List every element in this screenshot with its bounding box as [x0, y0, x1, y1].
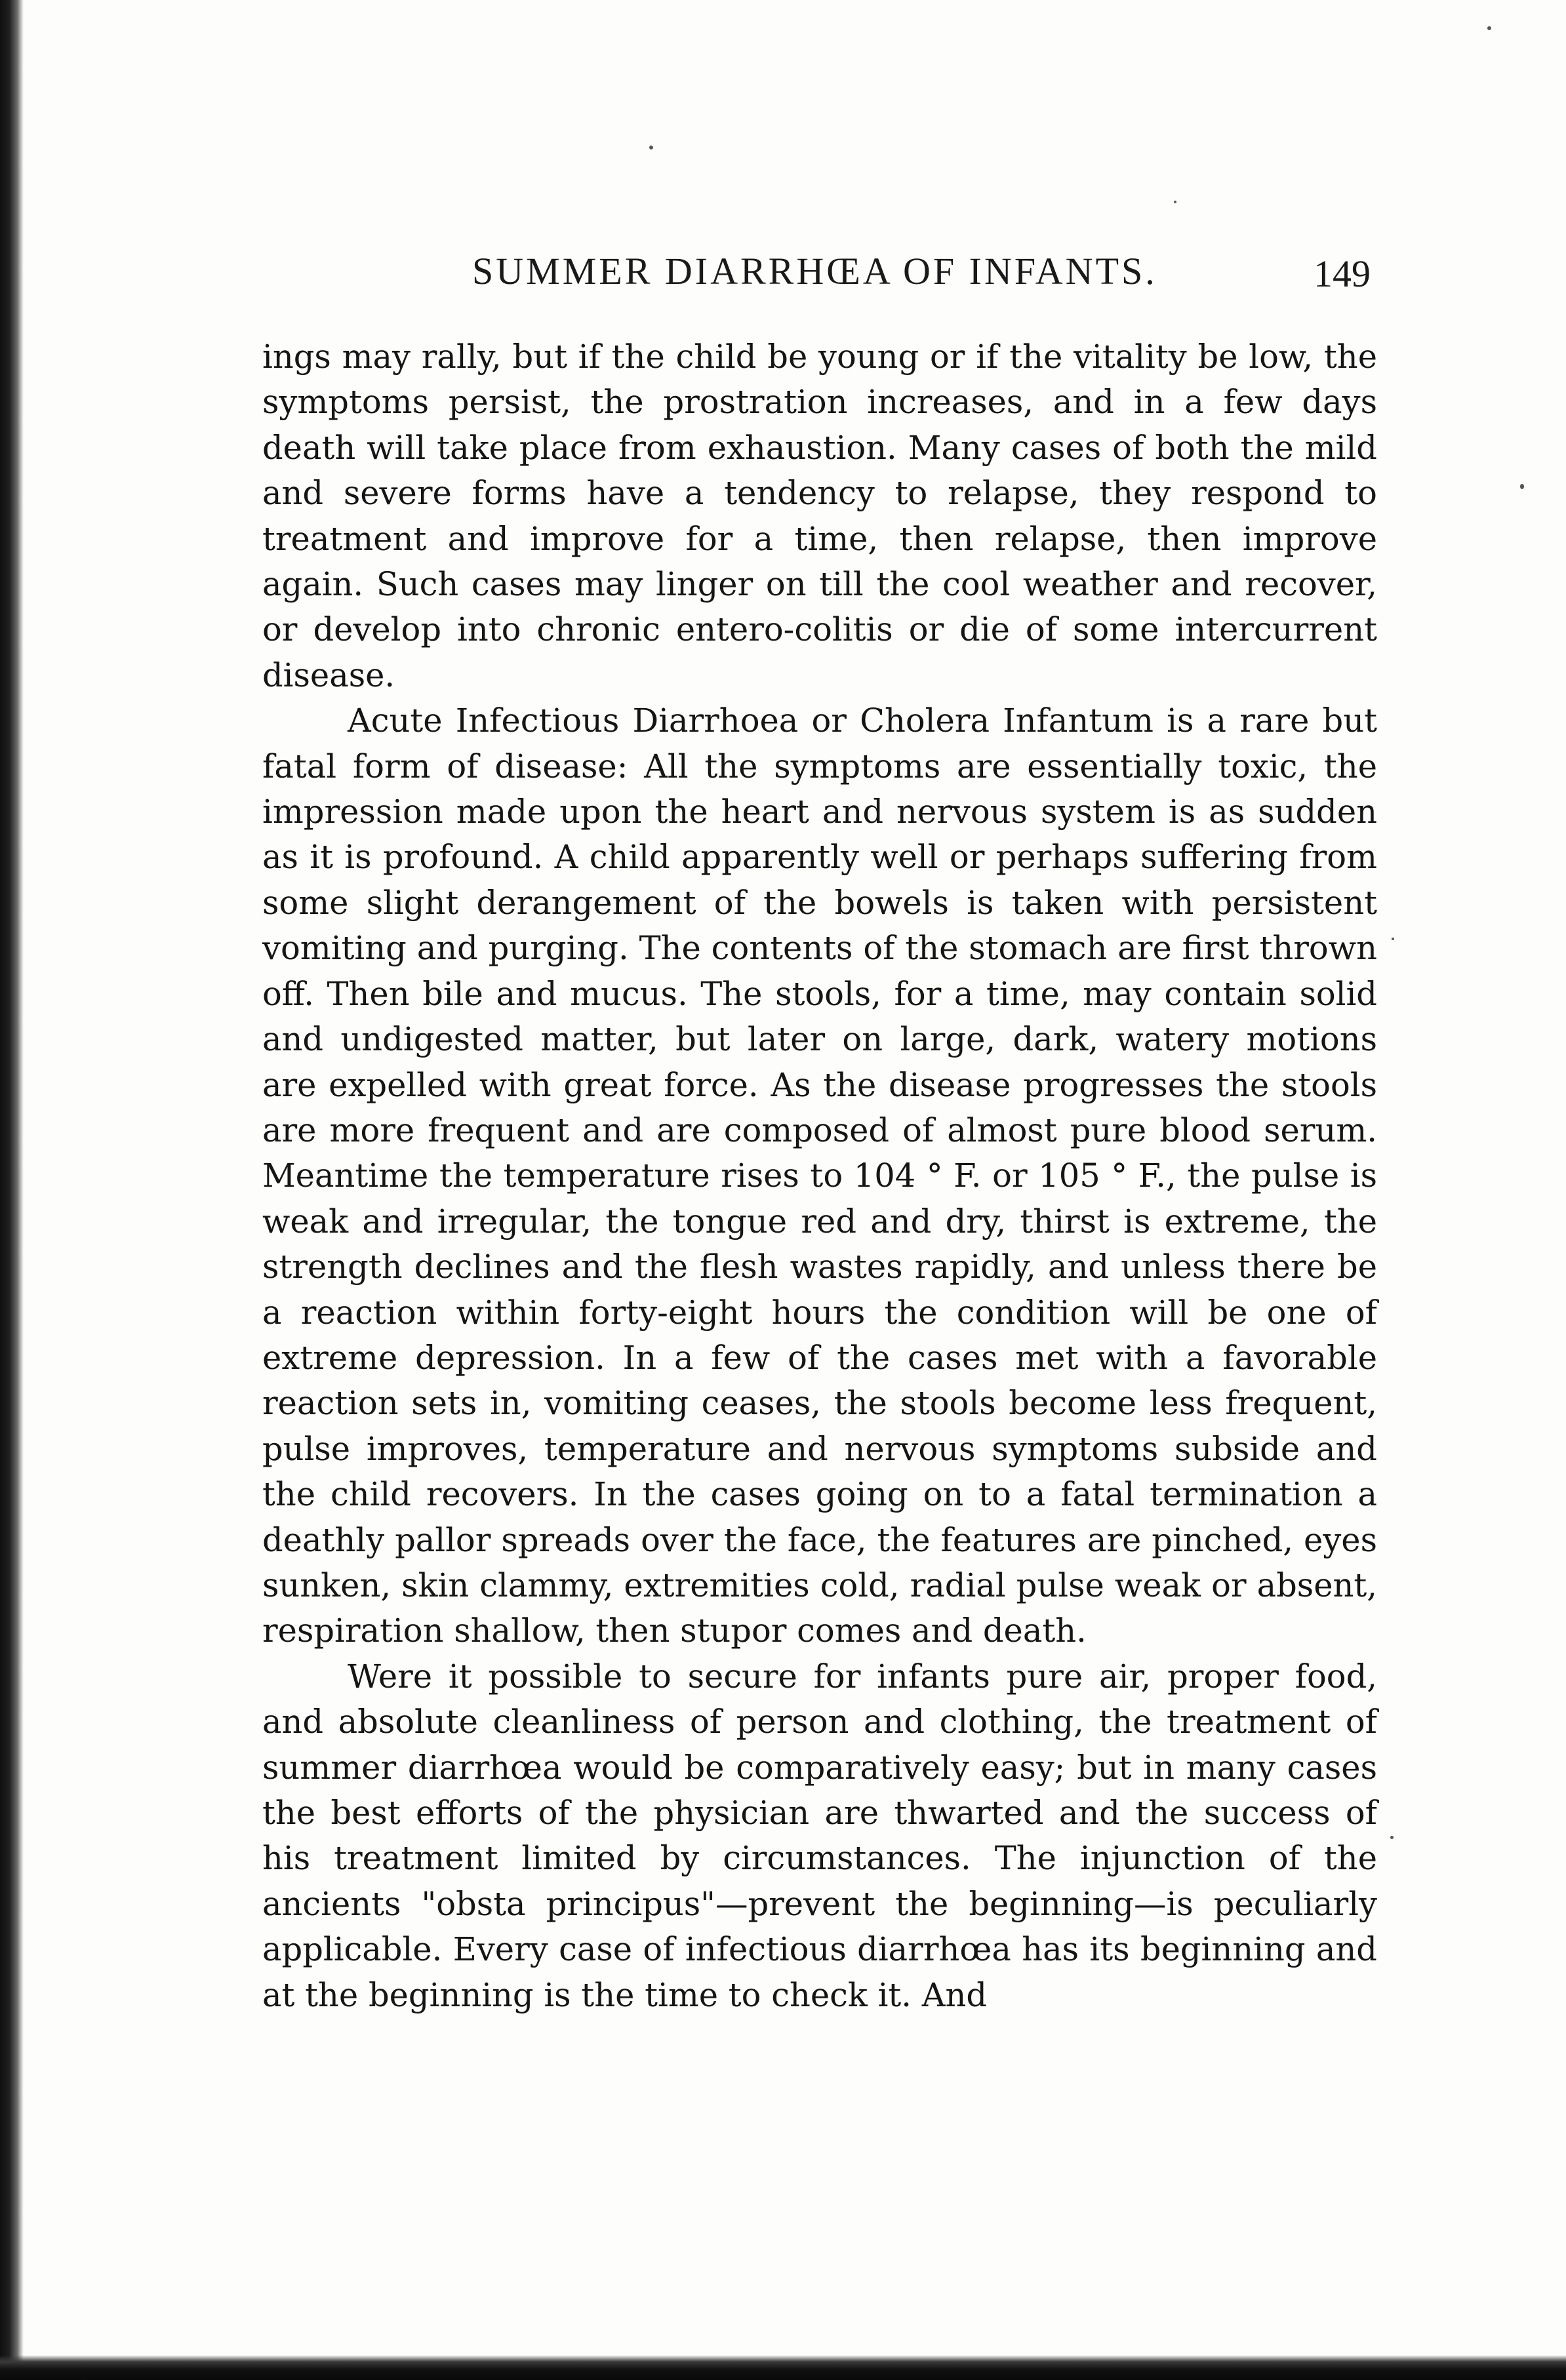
page-number: 149 — [1314, 252, 1371, 295]
running-head: SUMMER DIARRHŒA OF INFANTS. — [472, 250, 1157, 292]
body-text — [262, 334, 1377, 2018]
page-bottom-edge — [0, 2355, 1566, 2380]
scan-speck — [649, 146, 653, 149]
page-header — [262, 249, 1390, 308]
scan-speck — [1390, 1836, 1394, 1839]
paragraph-2: Acute Infectious Diarrhoea or Cholera Infantum is a rare but fatal form of disease: All the symptoms are essentially toxic, the impression made upon the heart and nervous system is as sudden as it is profound. A child apparently well or perhaps suffering from some slight derangement of the bowels is taken with persistent vomiting and purging. The contents of the stomach are first thrown off. Then bile and mucus. The stools, for a time, may contain solid and undigested matter, but later on large, dark, watery motions are expelled with great force. As the disease progresses the stools are more frequent and are composed of almost pure blood serum. Meantime the temperature rises to 104 ° F. or 105 ° F., the pulse is weak and irregular, the tongue red and dry, thirst is extreme, the strength declines and the flesh wastes rapidly, and unless there be a reaction within forty-eight hours the condition will be one of extreme depression. In a few of the cases met with a favorable reaction sets in, vomiting ceases, the stools become less frequent, pulse improves, temperature and nervous symptoms subside and the child recovers. In the cases going on to a fatal termination a deathly pallor spreads over the face, the features are pinched, eyes sunken, skin clammy, extremities cold, radial pulse weak or absent, respiration shallow, then stupor comes and death. — [262, 702, 1377, 1650]
binding-shadow — [0, 0, 24, 2380]
paragraph-1: ings may rally, but if the child be young or if the vitality be low, the symptoms persist, the prostration increases, and in a few days death will take place from exhaustion. Many cases of both the mild and severe forms have a tendency to relapse, they respond to treatment and improve for a time, then relapse, then improve again. Such cases may linger on till the cool weather and recover, or develop into chronic entero-colitis or die of some intercurrent disease. — [262, 338, 1377, 694]
scan-speck — [1174, 201, 1176, 203]
scan-speck — [1487, 26, 1491, 30]
scan-speck — [1520, 484, 1524, 489]
paragraph-3: Were it possible to secure for infants pure air, proper food, and absolute cleanliness of person and clothing, the treatment of summer diarrhœa would be comparatively easy; but in many cases the best efforts of the physician are thwarted and the success of his treatment limited by circumstances. The injunction of the ancients "obsta principus"—prevent the beginning—is peculiarly applicable. Every case of infectious diarrhœa has its beginning and at the beginning is the time to check it. And — [262, 1657, 1377, 2014]
scan-speck — [1392, 938, 1394, 940]
